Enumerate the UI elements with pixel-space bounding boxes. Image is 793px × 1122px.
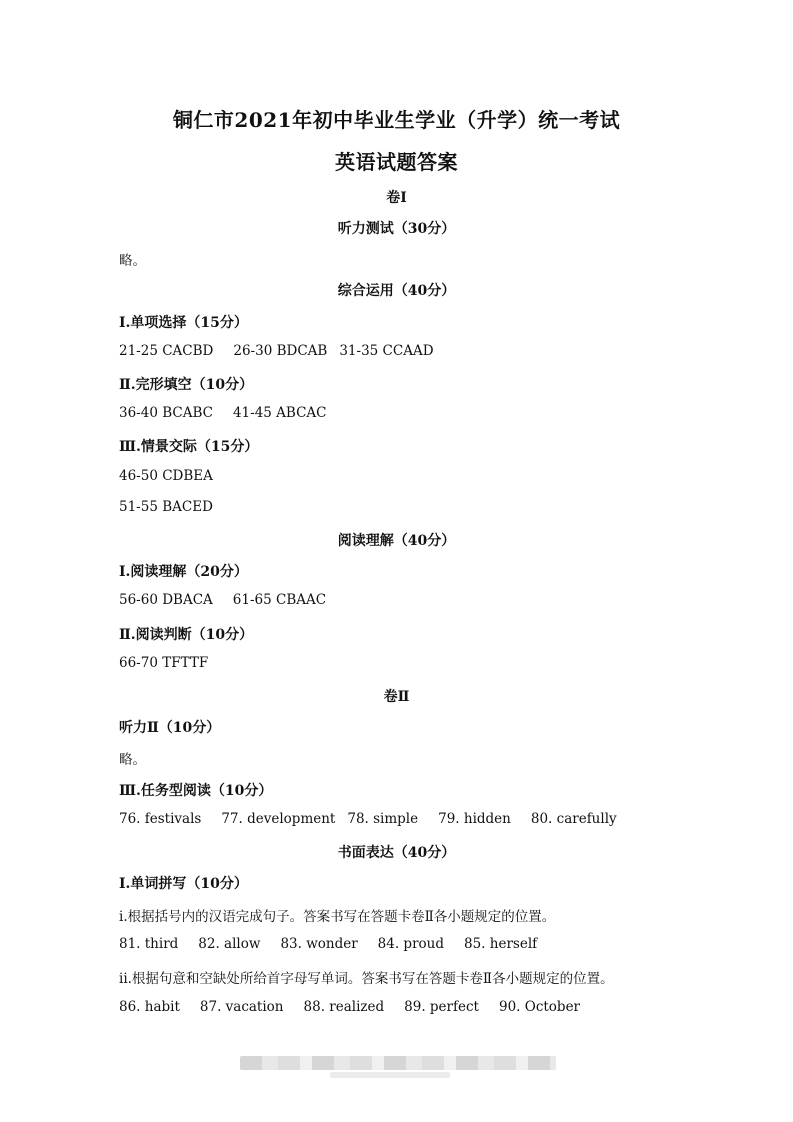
answer-item: 89. perfect <box>404 999 479 1015</box>
listening-heading: 听力测试（30分） <box>337 221 456 237</box>
situational-answers-1: 46-50 CDBEA <box>119 468 213 484</box>
single-choice-heading: Ⅰ.单项选择（15分） <box>119 315 248 331</box>
answer-item: 84. proud <box>377 936 444 952</box>
task-reading-heading: Ⅲ.任务型阅读（10分） <box>119 783 273 799</box>
answer-group: 41-45 ABCAC <box>232 405 327 421</box>
answer-item: 87. vacation <box>199 999 284 1015</box>
reading-heading: 阅读理解（40分） <box>337 533 456 549</box>
spelling-heading: I.单词拼写（10分） <box>119 876 248 892</box>
situational-answers-2: 51-55 BACED <box>119 499 213 515</box>
spelling-instruction-ii: ii.根据句意和空缺处所给首字母写单词。答案书写在答题卡卷Ⅱ各小题规定的位置。 <box>119 971 614 987</box>
listening-2-heading: 听力Ⅱ（10分） <box>119 720 221 736</box>
listening-2-text: 略。 <box>119 752 146 768</box>
spelling-answers-i <box>119 936 537 952</box>
reading-judgement-answers: 66-70 TFTTF <box>119 655 209 671</box>
cloze-answers <box>119 405 327 421</box>
answer-group: 36-40 BCABC <box>119 405 213 421</box>
answer-item: 77. development <box>221 811 336 827</box>
blurred-watermark-line <box>330 1072 450 1078</box>
cloze-heading: Ⅱ.完形填空（10分） <box>119 377 254 393</box>
listening-text: 略。 <box>119 253 146 269</box>
answer-item: 88. realized <box>303 999 385 1015</box>
answer-item: 80. carefully <box>530 811 617 827</box>
writing-heading: 书面表达（40分） <box>337 845 456 861</box>
answer-item: 78. simple <box>347 811 419 827</box>
answer-item: 90. October <box>498 999 581 1015</box>
volume-2-heading: 卷Ⅱ <box>383 689 410 705</box>
blurred-watermark <box>240 1056 556 1070</box>
answer-item: 81. third <box>119 936 179 952</box>
answer-item: 85. herself <box>464 936 538 952</box>
reading-comprehension-answers <box>119 592 326 608</box>
answer-item: 79. hidden <box>438 811 511 827</box>
spelling-instruction-i: i.根据括号内的汉语完成句子。答案书写在答题卡卷Ⅱ各小题规定的位置。 <box>119 909 556 925</box>
exam-title: 铜仁市2021年初中毕业生学业（升学）统一考试 <box>172 108 621 132</box>
answer-group: 31-35 CCAAD <box>339 343 434 359</box>
answer-item: 86. habit <box>119 999 180 1015</box>
answer-item: 83. wonder <box>280 936 358 952</box>
answer-item: 82. allow <box>198 936 261 952</box>
reading-judgement-heading: Ⅱ.阅读判断（10分） <box>119 627 254 643</box>
volume-1-heading: 卷I <box>386 190 407 206</box>
spelling-answers-ii <box>119 999 580 1015</box>
single-choice-answers <box>119 343 434 359</box>
exam-subtitle: 英语试题答案 <box>335 150 458 174</box>
situational-heading: Ⅲ.情景交际（15分） <box>119 439 259 455</box>
answer-item: 76. festivals <box>119 811 202 827</box>
answer-group: 61-65 CBAAC <box>232 592 327 608</box>
answer-group: 26-30 BDCAB <box>233 343 328 359</box>
answer-group: 56-60 DBACA <box>119 592 213 608</box>
reading-comprehension-heading: I.阅读理解（20分） <box>119 564 248 580</box>
task-reading-answers <box>119 811 617 827</box>
answer-group: 21-25 CACBD <box>119 343 214 359</box>
comprehensive-heading: 综合运用（40分） <box>337 283 456 299</box>
